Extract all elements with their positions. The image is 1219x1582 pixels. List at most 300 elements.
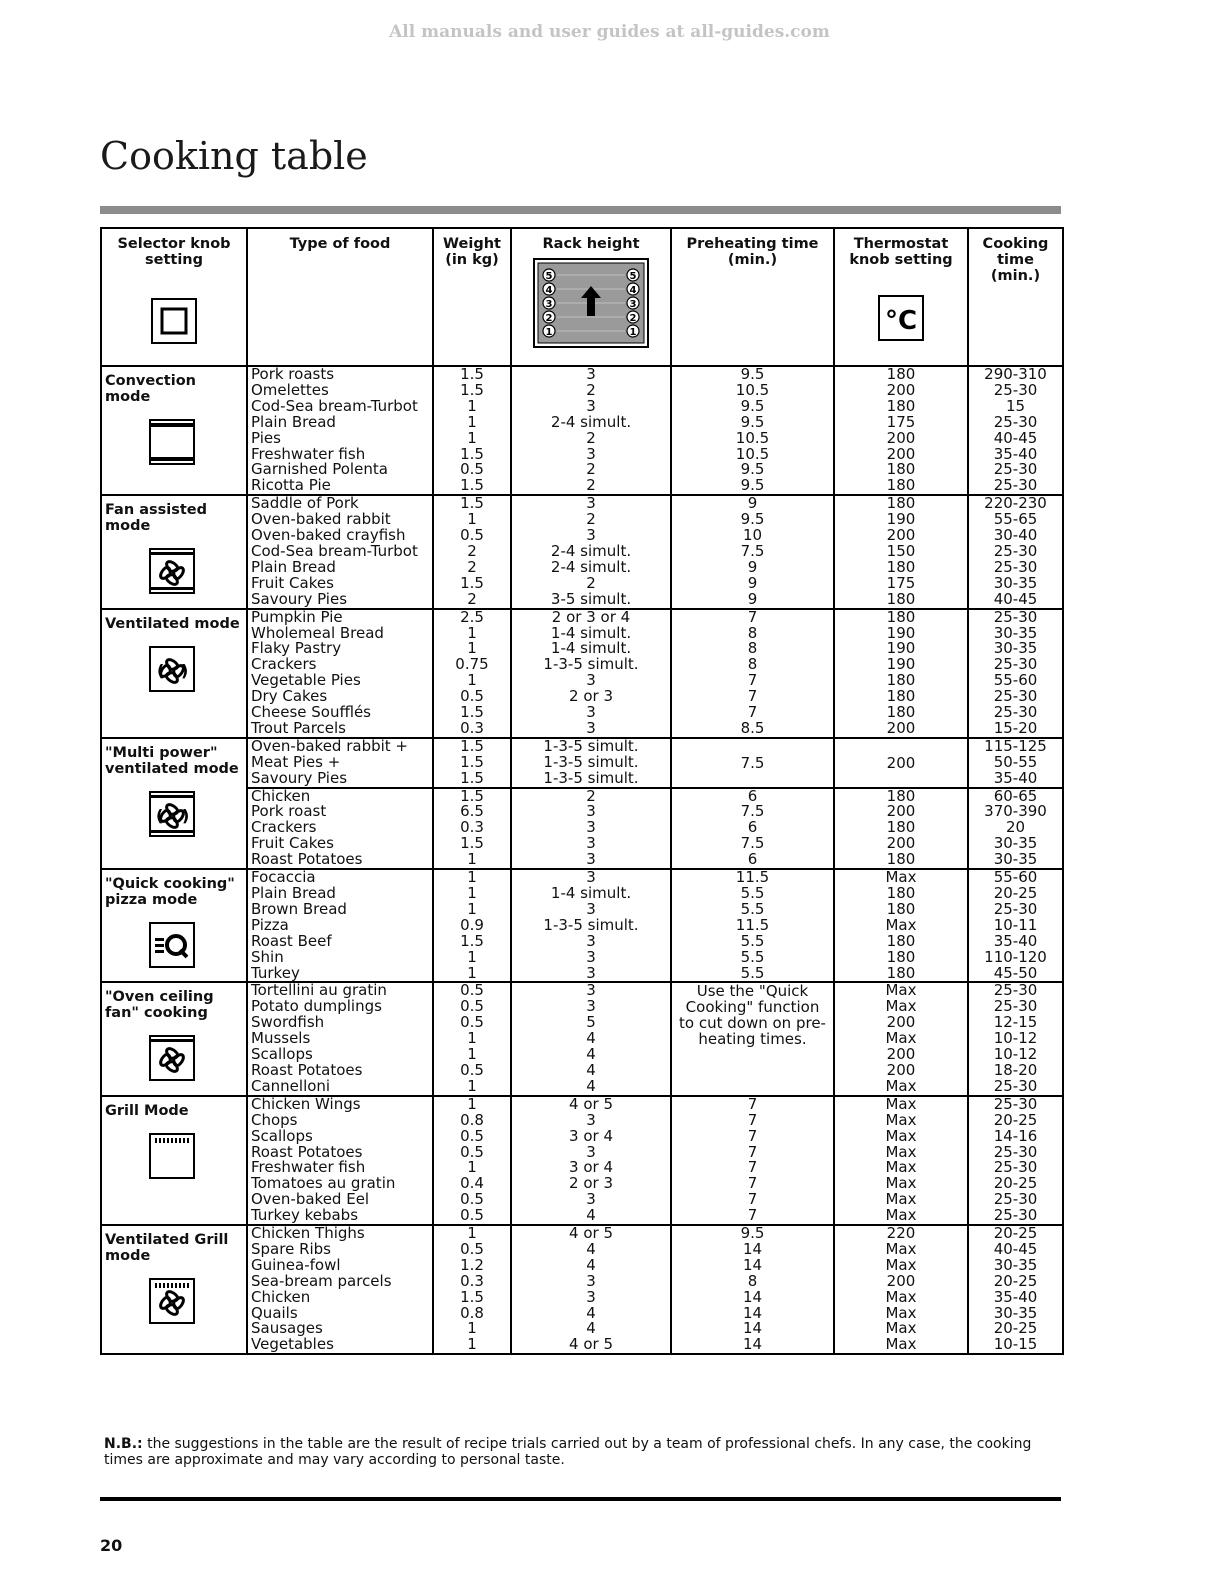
food-cell-line: Dry Cakes (251, 687, 328, 706)
thermostat-cell-line: Max (885, 1287, 917, 1306)
table-row (101, 366, 1063, 495)
preheat-cell-line: 11.5 (735, 915, 770, 934)
rack-cell-line: 3 (586, 494, 596, 513)
cooking-time-cell-line: 35-40 (993, 768, 1038, 787)
rack-cell (511, 609, 671, 738)
rack-cell-line: 4 (586, 1206, 596, 1225)
preheat-cell-line: 7 (747, 703, 758, 722)
thermostat-cell-line: Max (885, 1142, 917, 1161)
cooking-time-cell-line: 55-60 (993, 671, 1038, 690)
food-cell-line: Turkey kebabs (251, 1206, 359, 1225)
food-cell-line: Chops (251, 1110, 298, 1129)
rack-cell (511, 788, 671, 870)
thermostat-cell-line: Max (885, 1239, 917, 1258)
weight-cell-line: 1 (467, 1319, 477, 1338)
food-cell-line: Freshwater fish (251, 444, 366, 463)
weight-cell-line: 1.5 (460, 380, 484, 399)
preheat-cell-line: 14 (742, 1239, 763, 1258)
thermostat-cell-line: 200 (886, 444, 916, 463)
food-cell-line: Ricotta Pie (251, 476, 331, 495)
thermostat-cell-line: 200 (886, 1271, 916, 1290)
preheat-cell-line: 9.5 (740, 365, 765, 383)
thermostat-cell (834, 1096, 968, 1225)
weight-cell-line: 1 (467, 947, 477, 966)
preheat-cell-line: 10.5 (735, 444, 770, 463)
rack-cell-line: 3 (586, 802, 596, 821)
weight-cell-line: 1 (467, 899, 477, 918)
weight-cell-line: 1 (467, 1094, 477, 1113)
preheat-cell (671, 869, 834, 982)
weight-cell-line: 1 (467, 963, 477, 982)
cooking-time-cell-line: 20-25 (993, 884, 1038, 902)
thermostat-cell-line: 200 (886, 802, 916, 821)
rack-level-number: 5 (629, 271, 637, 282)
preheat-cell (671, 366, 834, 495)
food-cell-line: Plain Bread (251, 557, 336, 576)
weight-cell-line: 0.75 (455, 655, 489, 674)
food-cell-line: Oven-baked Eel (251, 1190, 370, 1209)
header-cooking (968, 228, 1063, 366)
cooking-time-cell-line: 25-30 (993, 1206, 1038, 1225)
food-cell-line: Cannelloni (251, 1076, 331, 1095)
rack-cell-line: 3 (586, 526, 596, 545)
weight-cell-line: 0.3 (460, 1271, 484, 1290)
food-cell-line: Omelettes (251, 380, 329, 399)
preheat-cell-line: 9.5 (740, 396, 765, 415)
thermostat-cell-line: 200 (886, 1060, 916, 1079)
rack-cell-line: 2 (586, 428, 596, 447)
thermostat-cell-line: 180 (886, 671, 916, 690)
preheat-cell-line: 8.5 (740, 718, 765, 737)
cooking-time-cell-line: 25-30 (993, 997, 1038, 1016)
food-cell-line: Focaccia (251, 868, 316, 887)
preheat-cell-line: 9 (747, 589, 758, 608)
food-cell-line: Fruit Cakes (251, 834, 334, 853)
food-cell-line: Pork roast (251, 802, 327, 821)
cooking-time-cell (968, 1096, 1063, 1225)
rack-cell (511, 869, 671, 982)
preheat-cell-line: 5.5 (740, 931, 765, 950)
preheat-cell-line: 8 (747, 1271, 758, 1290)
rack-cell-line: 1-4 simult. (550, 639, 632, 658)
thermostat-cell-line: 180 (886, 607, 916, 626)
rack-cell-line: 3 or 4 (569, 1126, 613, 1145)
preheat-cell (671, 788, 834, 870)
cooking-time-cell-line: 30-40 (993, 526, 1038, 545)
preheat-cell-line: 6 (747, 786, 758, 805)
rack-cell (511, 738, 671, 788)
preheat-cell-line: 9 (747, 494, 758, 513)
preheat-cell (671, 495, 834, 608)
mode-name: Ventilated Grill mode (105, 1232, 229, 1265)
preheat-cell-line: 9 (747, 557, 758, 576)
rack-level-number: 3 (545, 299, 553, 310)
food-cell-line: Saddle of Pork (251, 494, 359, 513)
food-cell-line: Sea-bream parcels (251, 1271, 392, 1290)
cooking-time-cell-line: 45-50 (993, 963, 1038, 982)
food-cell-line: Scallops (251, 1126, 313, 1145)
preheat-cell-line: 10 (742, 526, 763, 545)
weight-cell (433, 1225, 511, 1354)
rack-cell-line: 3 (586, 396, 596, 415)
thermostat-cell-line: Max (885, 1126, 917, 1145)
thermostat-cell-line: 180 (886, 687, 916, 706)
preheat-cell-line: 9 (747, 573, 758, 592)
header-row (101, 228, 1063, 366)
cooking-time-cell-line: 220-230 (984, 494, 1047, 513)
watermark: All manuals and user guides at all-guides.com (389, 22, 830, 42)
rack-cell-line: 3 (586, 818, 596, 837)
weight-cell-line: 0.5 (460, 1060, 484, 1079)
thermostat-cell-line: 180 (886, 931, 916, 950)
weight-cell-line: 0.4 (460, 1174, 484, 1193)
header-thermostat-label: Thermostat knob setting (849, 236, 953, 268)
food-cell-line: Cheese Soufflés (251, 703, 371, 722)
thermostat-cell-line: Max (885, 868, 917, 887)
weight-cell-line: 0.5 (460, 460, 484, 479)
bottom-rule (100, 1497, 1061, 1501)
preheat-note-cell-line: to cut down on pre- (679, 1014, 826, 1033)
ventilated-grill-icon (149, 1278, 246, 1324)
rack-cell-line: 1-3-5 simult. (543, 736, 639, 755)
food-cell (247, 788, 433, 870)
thermostat-cell-line: 180 (886, 494, 916, 513)
rack-cell-line: 3 (586, 963, 596, 982)
thermostat-cell-line: 200 (886, 834, 916, 853)
food-cell-line: Pizza (251, 915, 289, 934)
rack-cell-line: 2 or 3 or 4 (551, 607, 631, 626)
preheat-cell-line: 9.5 (740, 476, 765, 495)
weight-cell-line: 1 (467, 671, 477, 690)
cooking-time-cell-line: 25-30 (993, 1158, 1038, 1177)
thermostat-cell-line: Max (885, 1076, 917, 1095)
rack-cell-line: 3 (586, 868, 596, 887)
rack-cell-line: 4 or 5 (569, 1224, 613, 1243)
selector-knob-icon (151, 298, 197, 344)
rack-cell (511, 495, 671, 608)
page-number: 20 (100, 1536, 123, 1555)
cooking-time-cell-line: 25-30 (993, 476, 1038, 495)
preheat-cell-line: 7 (747, 687, 758, 706)
svg-text:): ) (181, 660, 189, 680)
weight-cell-line: 1 (467, 428, 477, 447)
rack-cell-line: 4 (586, 1303, 596, 1322)
header-food-label: Type of food (289, 236, 391, 252)
rack-cell-line: 3 (586, 834, 596, 853)
food-cell-line: Savoury Pies (251, 768, 348, 787)
food-cell-line: Chicken Wings (251, 1094, 361, 1113)
rack-cell-line: 3-5 simult. (550, 589, 632, 608)
mode-cell (101, 609, 247, 738)
cooking-time-cell-line: 25-30 (993, 981, 1038, 1000)
food-cell-line: Crackers (251, 655, 317, 674)
rack-cell-line: 4 (586, 1060, 596, 1079)
rack-level-number: 1 (545, 327, 553, 338)
food-cell-line: Savoury Pies (251, 589, 348, 608)
food-cell (247, 366, 433, 495)
cooking-time-cell-line: 20-25 (993, 1271, 1038, 1290)
rack-level-number: 2 (545, 313, 553, 324)
food-cell-line: Fruit Cakes (251, 573, 334, 592)
food-cell-line: Trout Parcels (251, 718, 346, 737)
cooking-time-cell-line: 35-40 (993, 1287, 1038, 1306)
thermostat-cell-line: 190 (886, 623, 916, 642)
rack-cell-line: 4 or 5 (569, 1335, 613, 1354)
preheat-cell-line: 14 (742, 1255, 763, 1274)
cooking-time-cell-line: 15 (1005, 396, 1026, 415)
weight-cell-line: 1.5 (460, 931, 484, 950)
thermostat-cell-line: 180 (886, 818, 916, 837)
food-cell-line: Pies (251, 428, 281, 447)
weight-cell-line: 1.5 (460, 1287, 484, 1306)
preheat-note-cell-line: Cooking" function (685, 998, 820, 1017)
mode-cell (101, 869, 247, 982)
cooking-time-cell (968, 982, 1063, 1095)
svg-text:°C: °C (884, 306, 918, 336)
weight-cell-line: 6.5 (460, 802, 484, 821)
food-cell (247, 982, 433, 1095)
mode-name: Fan assisted mode (105, 502, 208, 535)
food-cell-line: Cod-Sea bream-Turbot (251, 541, 418, 560)
cooking-time-cell-line: 35-40 (993, 444, 1038, 463)
food-cell-line: Vegetable Pies (251, 671, 361, 690)
food-cell-line: Quails (251, 1303, 298, 1322)
cooking-time-cell-line: 60-65 (993, 786, 1038, 805)
cooking-time-cell-line: 25-30 (993, 703, 1038, 722)
multi-power-icon (149, 791, 246, 837)
thermostat-cell (834, 495, 968, 608)
cooking-time-cell (968, 869, 1063, 982)
rack-level-number: 1 (629, 327, 637, 338)
thermostat-cell-line: Max (885, 1158, 917, 1177)
cooking-table (100, 227, 1064, 1355)
preheat-cell-line: 9.5 (740, 1224, 765, 1243)
ceiling-fan-icon (149, 1035, 246, 1081)
thermostat-cell-line: 180 (886, 476, 916, 495)
thermostat-cell (834, 788, 968, 870)
rack-cell (511, 1225, 671, 1354)
food-cell-line: Chicken Thighs (251, 1224, 365, 1243)
food-cell (247, 495, 433, 608)
cooking-time-cell (968, 738, 1063, 788)
rack-cell-line: 2 (586, 573, 596, 592)
thermostat-cell-line: Max (885, 997, 917, 1016)
grill-icon (149, 1133, 246, 1179)
weight-cell-line: 1.5 (460, 786, 484, 805)
thermostat-cell-line: 180 (886, 589, 916, 608)
weight-cell-line: 1 (467, 510, 477, 529)
rack-cell-line: 4 (586, 1076, 596, 1095)
preheat-cell (671, 609, 834, 738)
svg-text:(: ( (156, 805, 164, 825)
preheat-cell (671, 1096, 834, 1225)
mode-cell (101, 738, 247, 869)
preheat-cell-line: 6 (747, 818, 758, 837)
rack-level-number: 5 (545, 271, 553, 282)
food-cell (247, 1225, 433, 1354)
cooking-time-cell-line: 25-30 (993, 412, 1038, 431)
weight-cell-line: 1.5 (460, 703, 484, 722)
preheat-cell-line: 14 (742, 1287, 763, 1306)
food-cell-line: Tomatoes au gratin (251, 1174, 396, 1193)
weight-cell-line: 1 (467, 868, 477, 887)
weight-cell-line: 1 (467, 1158, 477, 1177)
weight-cell-line: 0.5 (460, 1126, 484, 1145)
header-cooking-label: Cooking time (min.) (982, 236, 1049, 284)
food-cell (247, 609, 433, 738)
weight-cell-line: 1 (467, 623, 477, 642)
thermostat-cell-line: Max (885, 1206, 917, 1225)
top-rule (100, 206, 1061, 214)
preheat-cell-line: 8 (747, 655, 758, 674)
mode-name: Convection mode (105, 373, 196, 405)
weight-cell-line: 1 (467, 1076, 477, 1095)
preheat-cell-line: 7 (747, 1094, 758, 1113)
svg-text:(: ( (157, 660, 165, 680)
thermostat-cell-line: 175 (886, 573, 916, 592)
food-cell (247, 738, 433, 788)
weight-cell-line: 1.5 (460, 752, 484, 771)
food-cell-line: Freshwater fish (251, 1158, 366, 1177)
celsius-icon (878, 295, 924, 341)
preheat-cell-line: 6 (747, 850, 758, 869)
food-cell-line: Spare Ribs (251, 1239, 331, 1258)
weight-cell (433, 788, 511, 870)
cooking-time-cell-line: 290-310 (984, 365, 1047, 383)
thermostat-cell-line: 190 (886, 639, 916, 658)
thermostat-cell-line: 200 (886, 718, 916, 737)
cooking-time-cell-line: 25-30 (993, 1076, 1038, 1095)
weight-cell-line: 1.5 (460, 444, 484, 463)
preheat-cell-line: 10.5 (735, 428, 770, 447)
table-row (101, 738, 1063, 788)
weight-cell-line: 1 (467, 1045, 477, 1064)
rack-cell-line: 1-3-5 simult. (543, 752, 639, 771)
food-cell-line: Oven-baked crayfish (251, 526, 406, 545)
thermostat-cell (834, 1225, 968, 1354)
cooking-time-cell-line: 25-30 (993, 1094, 1038, 1113)
rack-cell-line: 3 (586, 1142, 596, 1161)
table-row (101, 1225, 1063, 1354)
cooking-time-cell-line: 50-55 (993, 752, 1038, 771)
preheat-cell-line: 9.5 (740, 460, 765, 479)
preheat-cell-line: 7 (747, 1158, 758, 1177)
rack-cell-line: 4 (586, 1029, 596, 1048)
rack-cell-line: 3 (586, 981, 596, 1000)
thermostat-cell-line: Max (885, 1029, 917, 1048)
cooking-time-cell-line: 15-20 (993, 718, 1038, 737)
weight-cell-line: 0.3 (460, 818, 484, 837)
rack-cell-line: 4 (586, 1255, 596, 1274)
food-cell-line: Wholemeal Bread (251, 623, 384, 642)
header-rack (511, 228, 671, 366)
rack-cell-line: 2-4 simult. (550, 557, 632, 576)
cooking-time-cell-line: 12-15 (993, 1013, 1038, 1032)
cooking-time-cell-line: 20-25 (993, 1319, 1038, 1338)
cooking-time-cell-line: 370-390 (984, 802, 1047, 821)
food-cell-line: Oven-baked rabbit (251, 510, 391, 529)
cooking-time-cell-line: 10-11 (993, 915, 1038, 934)
cooking-time-cell-line: 25-30 (993, 1142, 1038, 1161)
food-cell-line: Swordfish (251, 1013, 325, 1032)
cooking-time-cell-line: 20-25 (993, 1224, 1038, 1243)
cooking-time-cell-line: 25-30 (993, 557, 1038, 576)
thermostat-cell (834, 366, 968, 495)
weight-cell-line: 1 (467, 1335, 477, 1354)
fan-assisted-icon (149, 548, 246, 594)
footnote-text: the suggestions in the table are the result of recipe trials carried out by a team of professional chefs. In any case, the cooking times are approximate and may vary according to personal taste. (104, 1436, 1032, 1468)
food-cell-line: Sausages (251, 1319, 323, 1338)
weight-cell-line: 1.5 (460, 494, 484, 513)
rack-level-number: 3 (629, 299, 637, 310)
cooking-time-cell-line: 40-45 (993, 1239, 1038, 1258)
weight-cell-line: 1 (467, 1224, 477, 1243)
weight-cell-line: 1.5 (460, 365, 484, 383)
weight-cell (433, 495, 511, 608)
food-cell-line: Shin (251, 947, 284, 966)
food-cell-line: Pork roasts (251, 365, 335, 383)
rack-cell-line: 3 (586, 899, 596, 918)
food-cell-line: Plain Bread (251, 412, 336, 431)
preheat-cell-line: 5.5 (740, 947, 765, 966)
rack-cell-line: 1-3-5 simult. (543, 915, 639, 934)
cooking-time-cell-line: 30-35 (993, 639, 1038, 658)
thermostat-cell-line: Max (885, 1303, 917, 1322)
cooking-time-cell-line: 25-30 (993, 1190, 1038, 1209)
cooking-time-cell-line: 30-35 (993, 623, 1038, 642)
rack-cell-line: 3 (586, 1110, 596, 1129)
food-cell-line: Brown Bread (251, 899, 347, 918)
cooking-time-cell-line: 30-35 (993, 573, 1038, 592)
thermostat-cell-line: 190 (886, 655, 916, 674)
food-cell-line: Cod-Sea bream-Turbot (251, 396, 418, 415)
cooking-time-cell-line: 30-35 (993, 1255, 1038, 1274)
header-rack-label: Rack height (542, 236, 640, 252)
preheat-cell-line: 7 (747, 1174, 758, 1193)
preheat-cell-line: 7 (747, 1126, 758, 1145)
rack-cell-line: 3 (586, 1287, 596, 1306)
cooking-time-cell-line: 10-12 (993, 1029, 1038, 1048)
thermostat-cell (834, 869, 968, 982)
food-cell-line: Oven-baked rabbit + (251, 736, 409, 755)
weight-cell (433, 982, 511, 1095)
weight-cell-line: 1.5 (460, 476, 484, 495)
weight-cell (433, 738, 511, 788)
food-cell-line: Roast Potatoes (251, 1142, 363, 1161)
ventilated-icon (149, 646, 246, 692)
preheat-cell (671, 1225, 834, 1354)
rack-cell-line: 1-4 simult. (550, 884, 632, 902)
mode-name: "Oven ceiling fan" cooking (105, 989, 214, 1022)
weight-cell (433, 869, 511, 982)
preheat-cell-line: 7 (747, 1190, 758, 1209)
preheat-cell-line: 7.5 (740, 834, 765, 853)
food-cell-line: Mussels (251, 1029, 311, 1048)
weight-cell-line: 0.9 (460, 915, 484, 934)
weight-cell-line: 2.5 (460, 607, 484, 626)
thermostat-cell-line: 200 (886, 526, 916, 545)
weight-cell-line: 0.5 (460, 1206, 484, 1225)
table-row (101, 982, 1063, 1095)
header-selector (101, 228, 247, 366)
rack-cell-line: 4 or 5 (569, 1094, 613, 1113)
thermostat-cell-line: Max (885, 1094, 917, 1113)
thermostat-cell-line: Max (885, 1190, 917, 1209)
cooking-time-cell-line: 10-15 (993, 1335, 1038, 1354)
preheat-cell-line: 10.5 (735, 380, 770, 399)
weight-cell-line: 0.5 (460, 1239, 484, 1258)
food-cell-line: Meat Pies + (251, 752, 341, 771)
